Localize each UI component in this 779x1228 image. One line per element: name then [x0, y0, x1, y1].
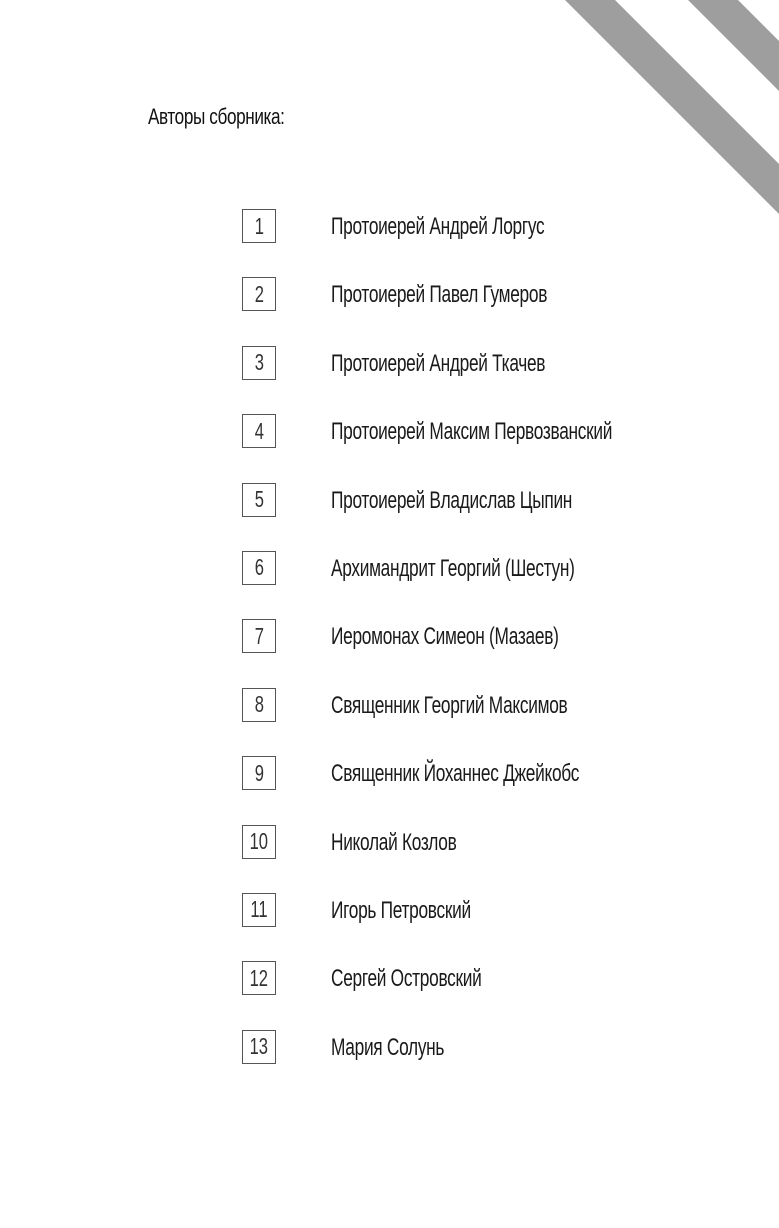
- author-number: 10: [249, 828, 269, 855]
- author-number-box: [242, 209, 276, 243]
- author-number-box: [242, 551, 276, 585]
- author-name: Иеромонах Симеон (Мазаев): [331, 623, 559, 651]
- author-number-box: [242, 483, 276, 517]
- author-number: 5: [254, 486, 264, 513]
- author-number: 11: [250, 896, 268, 923]
- author-name: Протоиерей Павел Гумеров: [331, 281, 548, 309]
- author-number-box: [242, 688, 276, 722]
- author-number-box: [242, 619, 276, 653]
- author-number: 4: [254, 417, 264, 444]
- author-number: 1: [254, 212, 264, 239]
- author-number: 7: [254, 622, 264, 649]
- author-name: Игорь Петровский: [331, 896, 471, 924]
- author-number-box: [242, 756, 276, 790]
- author-number-box: [242, 346, 276, 380]
- page-title: Авторы сборника:: [148, 104, 285, 129]
- author-name: Сергей Островский: [331, 965, 482, 993]
- stripe-inner: [565, 0, 779, 214]
- author-name: Протоиерей Андрей Лоргус: [331, 213, 545, 240]
- author-name: Николай Козлов: [331, 828, 457, 856]
- author-number: 6: [254, 554, 264, 581]
- author-number-box: [242, 961, 276, 995]
- author-number-box: [242, 825, 276, 859]
- author-name: Архимандрит Георгий (Шестун): [331, 554, 575, 582]
- author-number: 3: [254, 349, 264, 376]
- author-number: 9: [254, 759, 264, 786]
- author-name: Священник Йоханнес Джейкобс: [331, 760, 580, 788]
- author-number: 13: [249, 1033, 269, 1060]
- stripe-outer: [688, 0, 779, 91]
- author-number-box: [242, 414, 276, 448]
- author-number-box: [242, 1030, 276, 1064]
- author-number: 8: [254, 691, 264, 718]
- author-name: Священник Георгий Максимов: [331, 691, 568, 719]
- author-name: Протоиерей Андрей Ткачев: [331, 349, 546, 377]
- author-number-box: [242, 893, 276, 927]
- author-name: Мария Солунь: [331, 1033, 445, 1061]
- author-number: 2: [254, 280, 264, 307]
- author-name: Протоиерей Владислав Цыпин: [331, 486, 573, 514]
- author-number: 12: [249, 964, 269, 991]
- author-number-box: [242, 277, 276, 311]
- author-name: Протоиерей Максим Первозванский: [331, 418, 613, 446]
